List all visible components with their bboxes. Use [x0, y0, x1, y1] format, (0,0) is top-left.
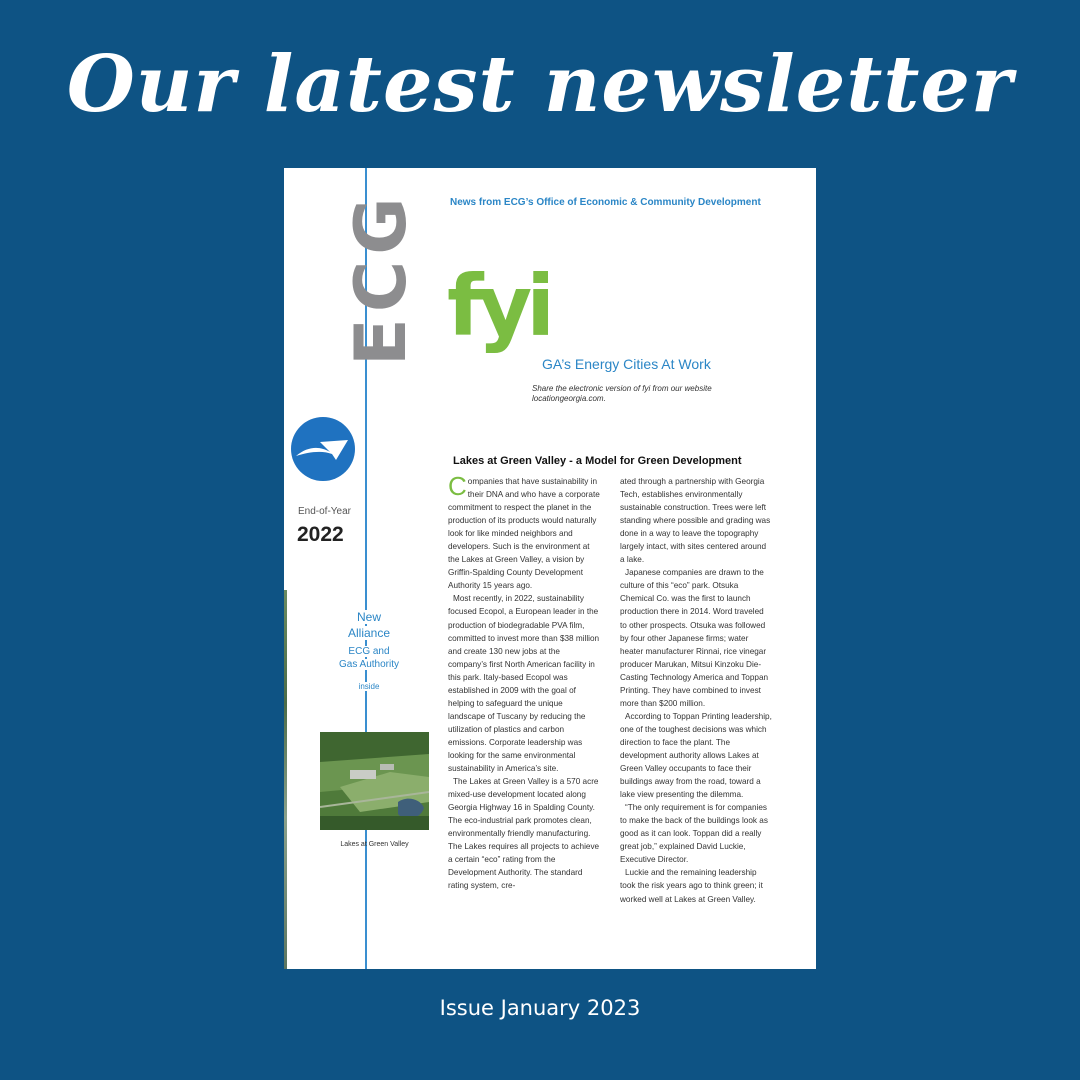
issue-date: Issue January 2023	[439, 996, 641, 1020]
article-paragraph: Japanese companies are drawn to the culture of this “eco” park. Otsuka Chemical Co. was the first to launch production there in 2014. Word traveled to other prospects. Otsuka was followed by four other Japanese firms; water heater manufacturer Rinnai, rice vinegar producer Marukan, Mitsui Kinzoku Die-Casting Technology America and Toppan Printing. They have combined to invest more than $200 million.	[620, 568, 769, 708]
article-paragraph	[448, 471, 600, 592]
article-paragraph: Most recently, in 2022, sustainability focused Ecopol, a European leader in the production of biodegradable PVA film, committed to invest more than $38 million and create 130 new jobs at the company’s first North American facility in this park. Italy-based Ecopol was established in 2009 with the goal of helping to safeguard the unique landscape of Tuscany by reducing the utilization of plastics and carbon emissions. Corporate leadership was looking for the same environmental sustainability in America’s site.	[448, 594, 600, 774]
article-paragraph: ated through a partnership with Georgia Tech, establishes environmentally sustainable construction. Trees were left standing where possible and grading was done in a way to leave the topography largely intact, with sites centered around a lake.	[620, 477, 771, 565]
newsletter-cover[interactable]	[284, 168, 816, 969]
ecg-logo-text: ECG	[340, 191, 422, 366]
article-title: Lakes at Green Valley - a Model for Green Development	[453, 455, 742, 467]
article-column-2	[620, 475, 772, 906]
article-paragraph: According to Toppan Printing leadership, one of the toughest decisions was which direction to face the plant. The development authority allows Lakes at Green Valley occupants to face their buildings away from the road, toward a lake view presenting the dilemma.	[620, 711, 772, 800]
share-note-line1: Share the electronic version of fyi from our website	[532, 384, 712, 393]
article-paragraph: “The only requirement is for companies to make the back of the buildings look as good as it can look. Toppan did a really great job,” explained David Luckie, Executive Director.	[620, 803, 768, 865]
drop-cap: C	[448, 471, 467, 501]
article-text: ompanies that have sustainability in their DNA and who have a corporate commitment to respect the planet in the production of its products would naturally look for like minded neighbors and developers. Such is the environment at the Lakes at Green Valley, a vision by Griffin-Spalding County Development Authority 15 years ago.	[448, 477, 600, 591]
newsletter-topline: News from ECG’s Office of Economic & Community Development	[450, 197, 761, 208]
photo-caption: Lakes at Green Valley	[340, 841, 409, 848]
sidebar-ecg-and: ECG and	[324, 646, 414, 657]
share-note-line2: locationgeorgia.com.	[532, 394, 606, 403]
sidebar-gas-authority: Gas Authority	[324, 659, 414, 670]
aerial-photo	[320, 732, 429, 830]
edition-label: End-of-Year	[298, 506, 351, 517]
share-note	[532, 384, 752, 404]
sidebar-inside: inside	[324, 682, 414, 691]
article-column-1	[448, 471, 600, 893]
sidebar-alliance: Alliance	[324, 626, 414, 640]
fyi-masthead: fyi	[447, 257, 550, 355]
page-headline: Our latest newsletter	[66, 39, 1014, 130]
cover-edge-strip	[284, 590, 287, 969]
edition-year: 2022	[297, 523, 344, 546]
article-paragraph: The Lakes at Green Valley is a 570 acre mixed-use development located along Georgia Highway 16 in Spalding County. The eco-industrial park promotes clean, environmentally friendly manufacturing. The Lakes requires all projects to achieve a certain “eco” rating from the Development Authority. The standard rating system, cre-	[448, 777, 600, 891]
fyi-subtitle: GA’s Energy Cities At Work	[542, 356, 711, 372]
article-paragraph: Luckie and the remaining leadership took the risk years ago to think green; it worked well at Lakes at Green Valley.	[620, 868, 763, 904]
ecg-bolt-logo-icon	[290, 416, 356, 482]
sidebar-new: New	[324, 610, 414, 624]
